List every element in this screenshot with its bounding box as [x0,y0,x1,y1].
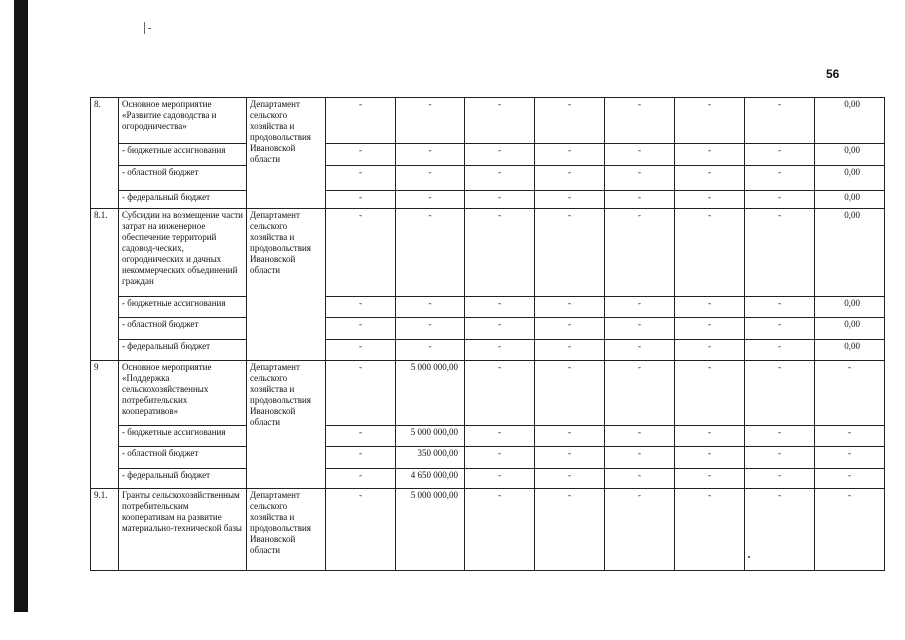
value-cell: 5 000 000,00 [396,426,465,447]
value-cell: - [465,318,535,340]
funding-source: - бюджетные ассигнования [119,297,247,318]
value-cell: - [465,340,535,361]
value-cell: - [605,447,675,469]
value-cell: - [535,191,605,209]
value-cell: - [745,191,815,209]
table-row [91,489,885,571]
value-cell: - [465,144,535,166]
value-cell: - [396,144,465,166]
table-row [91,361,885,426]
item-number: 8.1. [91,209,119,361]
value-cell: - [675,166,745,191]
value-cell: - [605,426,675,447]
total-cell: 0,00 [815,98,885,144]
table-row [91,166,885,191]
total-cell: 0,00 [815,166,885,191]
total-cell: 0,00 [815,340,885,361]
funding-source: - бюджетные ассигнования [119,144,247,166]
value-cell: - [675,98,745,144]
table-row [91,98,885,144]
funding-source: - федеральный бюджет [119,469,247,489]
value-cell: - [535,469,605,489]
value-cell: - [465,98,535,144]
value-cell: - [465,209,535,297]
value-cell: - [396,191,465,209]
scan-speck [148,28,151,29]
value-cell: - [326,297,396,318]
value-cell: - [326,166,396,191]
table-row [91,297,885,318]
value-cell: - [396,297,465,318]
value-cell: - [535,98,605,144]
item-number: 9 [91,361,119,489]
value-cell: 5 000 000,00 [396,489,465,571]
value-cell: - [465,191,535,209]
value-cell: - [326,318,396,340]
value-cell: - [745,489,815,571]
total-cell: 0,00 [815,144,885,166]
value-cell: - [396,340,465,361]
value-cell: - [465,361,535,426]
value-cell: - [675,297,745,318]
value-cell: - [745,144,815,166]
value-cell: - [675,209,745,297]
value-cell: - [535,447,605,469]
funding-source: - областной бюджет [119,447,247,469]
value-cell: - [465,166,535,191]
value-cell: - [605,318,675,340]
value-cell: - [605,191,675,209]
value-cell: - [396,318,465,340]
value-cell: - [675,426,745,447]
value-cell: - [465,447,535,469]
value-cell: - [535,340,605,361]
value-cell: 5 000 000,00 [396,361,465,426]
total-cell: 0,00 [815,318,885,340]
table-row [91,447,885,469]
department-cell: Департамент сельского хозяйства и продовольствия Ивановской области [247,489,326,571]
scan-speck [144,22,145,34]
value-cell: - [745,447,815,469]
value-cell: - [326,489,396,571]
value-cell: - [326,361,396,426]
value-cell: - [326,340,396,361]
value-cell: - [605,361,675,426]
table-row [91,209,885,297]
value-cell: - [535,144,605,166]
value-cell: - [535,209,605,297]
value-cell: - [745,426,815,447]
value-cell: - [675,489,745,571]
total-cell: - [815,361,885,426]
value-cell: - [745,98,815,144]
value-cell: 4 650 000,00 [396,469,465,489]
value-cell: - [605,469,675,489]
value-cell: - [675,447,745,469]
total-cell: 0,00 [815,191,885,209]
total-cell: - [815,447,885,469]
value-cell: - [326,469,396,489]
budget-table [90,97,885,571]
table-row [91,469,885,489]
value-cell: - [535,426,605,447]
item-name: Гранты сельскохозяйственным потребительским кооперативам на развитие материально-технической базы [119,489,247,571]
value-cell: - [605,209,675,297]
value-cell: - [605,166,675,191]
scan-binding-shadow [14,0,28,612]
funding-source: - областной бюджет [119,166,247,191]
value-cell: - [535,166,605,191]
value-cell: - [326,98,396,144]
table-row [91,144,885,166]
table-row [91,191,885,209]
department-cell: Департамент сельского хозяйства и продовольствия Ивановской области [247,98,326,209]
value-cell: - [675,340,745,361]
value-cell: - [745,318,815,340]
value-cell: - [535,297,605,318]
total-cell: 0,00 [815,209,885,297]
value-cell: - [605,297,675,318]
table-row [91,426,885,447]
value-cell: - [745,361,815,426]
department-cell: Департамент сельского хозяйства и продовольствия Ивановской области [247,361,326,489]
value-cell: - [675,361,745,426]
value-cell: - [465,297,535,318]
item-number: 9.1. [91,489,119,571]
value-cell: - [745,166,815,191]
item-name: Основное мероприятие «Поддержка сельскохозяйственных потребительских кооперативов» [119,361,247,426]
value-cell: - [675,191,745,209]
page-number: 56 [826,67,840,81]
funding-source: - федеральный бюджет [119,191,247,209]
value-cell: - [535,318,605,340]
value-cell: - [465,469,535,489]
funding-source: - бюджетные ассигнования [119,426,247,447]
value-cell: - [745,340,815,361]
value-cell: - [675,144,745,166]
funding-source: - областной бюджет [119,318,247,340]
value-cell: - [745,209,815,297]
value-cell: - [605,340,675,361]
total-cell: - [815,489,885,571]
department-cell: Департамент сельского хозяйства и продовольствия Ивановской области [247,209,326,361]
total-cell: - [815,469,885,489]
value-cell: - [396,166,465,191]
value-cell: - [535,361,605,426]
value-cell: - [465,426,535,447]
value-cell: - [396,209,465,297]
value-cell: - [326,447,396,469]
funding-source: - федеральный бюджет [119,340,247,361]
value-cell: - [745,297,815,318]
value-cell: - [326,144,396,166]
value-cell: - [675,318,745,340]
item-name: Субсидии на возмещение части затрат на инженерное обеспечение территорий садовод-ческих, огороднических и дачных некоммерческих объединений граждан [119,209,247,297]
value-cell: 350 000,00 [396,447,465,469]
value-cell: - [396,98,465,144]
table-row [91,340,885,361]
item-number: 8. [91,98,119,209]
value-cell: - [326,426,396,447]
value-cell: - [465,489,535,571]
value-cell: - [605,489,675,571]
table-row [91,318,885,340]
value-cell: - [605,144,675,166]
total-cell: 0,00 [815,297,885,318]
value-cell: - [326,209,396,297]
value-cell: - [326,191,396,209]
item-name: Основное мероприятие «Развитие садоводства и огородничества» [119,98,247,144]
total-cell: - [815,426,885,447]
value-cell: - [675,469,745,489]
value-cell: - [535,489,605,571]
value-cell: - [605,98,675,144]
value-cell: - [745,469,815,489]
